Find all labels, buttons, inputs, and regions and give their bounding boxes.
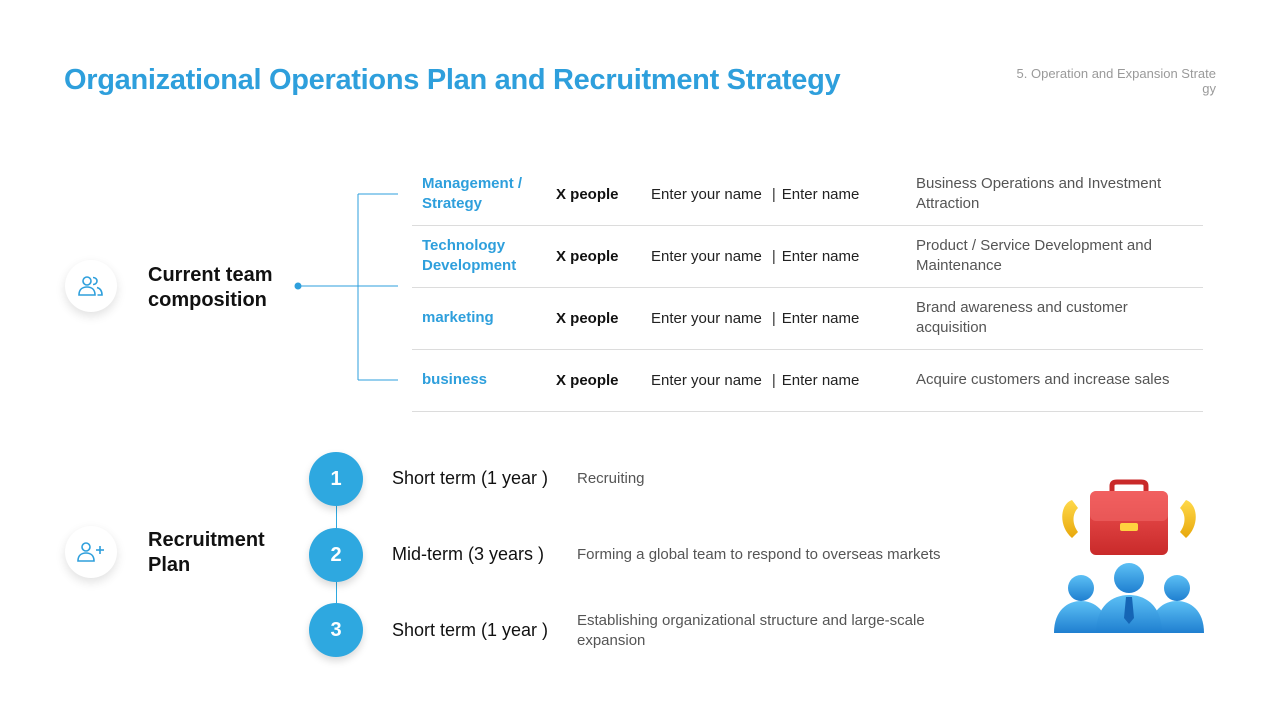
name-separator: | xyxy=(771,309,776,327)
headcount: X people xyxy=(556,185,619,203)
step-number-badge: 1 xyxy=(309,452,363,506)
name-separator: | xyxy=(771,185,776,203)
team-row xyxy=(412,349,1203,412)
role-description xyxy=(916,349,1201,411)
role-line2: Attraction xyxy=(916,195,980,212)
member-names xyxy=(651,225,901,287)
dept-line1: marketing xyxy=(422,309,494,326)
headcount: X people xyxy=(556,371,619,389)
headcount: X people xyxy=(556,309,619,327)
step-title: Mid-term (3 years ) xyxy=(392,544,545,564)
dept-name xyxy=(422,349,547,411)
recruit-icon-badge xyxy=(65,526,117,578)
dept-line1: Technology xyxy=(422,237,506,254)
role-description xyxy=(916,163,1201,225)
step-description: Forming a global team to respond to overseas markets xyxy=(577,546,941,563)
step-description: Recruiting xyxy=(577,470,645,487)
dept-line1: business xyxy=(422,371,488,388)
role-description xyxy=(916,225,1201,287)
step-number-badge: 3 xyxy=(309,603,363,657)
page-title: Organizational Operations Plan and Recruitment Strategy xyxy=(64,64,841,96)
team-heading xyxy=(148,263,272,313)
role-line2: Maintenance xyxy=(916,257,1002,274)
member-names xyxy=(651,349,901,411)
member-name-2: Enter name xyxy=(781,371,860,389)
role-line1: Brand awareness and customer xyxy=(916,299,1128,316)
member-name-2: Enter name xyxy=(781,247,860,265)
team-bracket-connector xyxy=(290,185,410,385)
member-name-1: Enter your name xyxy=(651,247,762,265)
team-heading-line1: Current team xyxy=(148,264,273,286)
step-title: Short term (1 year ) xyxy=(392,468,549,488)
dept-name xyxy=(422,163,547,225)
step-title: Short term (1 year ) xyxy=(392,620,549,640)
step-description xyxy=(577,611,977,651)
member-names xyxy=(651,287,901,349)
role-description xyxy=(916,287,1201,349)
role-line2: acquisition xyxy=(916,319,987,336)
name-separator: | xyxy=(771,371,776,389)
role-line1: Business Operations and Investment xyxy=(916,175,1162,192)
headcount: X people xyxy=(556,247,619,265)
member-name-2: Enter name xyxy=(781,309,860,327)
step-number-badge: 2 xyxy=(309,528,363,582)
dept-name xyxy=(422,225,547,287)
member-name-1: Enter your name xyxy=(651,185,762,203)
step-desc-line1: Establishing organizational structure and large-scale xyxy=(577,612,925,629)
step-desc-line2: expansion xyxy=(577,632,646,649)
dept-line1: Management / xyxy=(422,175,523,192)
role-line1: Acquire customers and increase sales xyxy=(916,371,1170,388)
dept-line2: Strategy xyxy=(422,195,483,212)
dept-name xyxy=(422,287,547,349)
team-row xyxy=(412,287,1203,350)
recruit-heading-line1: Recruitment xyxy=(148,529,265,551)
role-line1: Product / Service Development and xyxy=(916,237,1152,254)
business-team-icon xyxy=(1050,478,1208,638)
team-row xyxy=(412,163,1203,226)
team-heading-line2: composition xyxy=(148,289,267,311)
recruit-heading-line2: Plan xyxy=(148,554,191,576)
member-names xyxy=(651,163,901,225)
name-separator: | xyxy=(771,247,776,265)
team-row xyxy=(412,225,1203,288)
recruit-heading xyxy=(148,528,265,578)
users-icon xyxy=(76,274,106,298)
dept-line2: Development xyxy=(422,257,517,274)
member-name-1: Enter your name xyxy=(651,309,762,327)
add-user-icon xyxy=(75,540,107,564)
member-name-2: Enter name xyxy=(781,185,860,203)
section-label: 5. Operation and Expansion Strategy xyxy=(1016,66,1216,96)
member-name-1: Enter your name xyxy=(651,371,762,389)
team-icon-badge xyxy=(65,260,117,312)
